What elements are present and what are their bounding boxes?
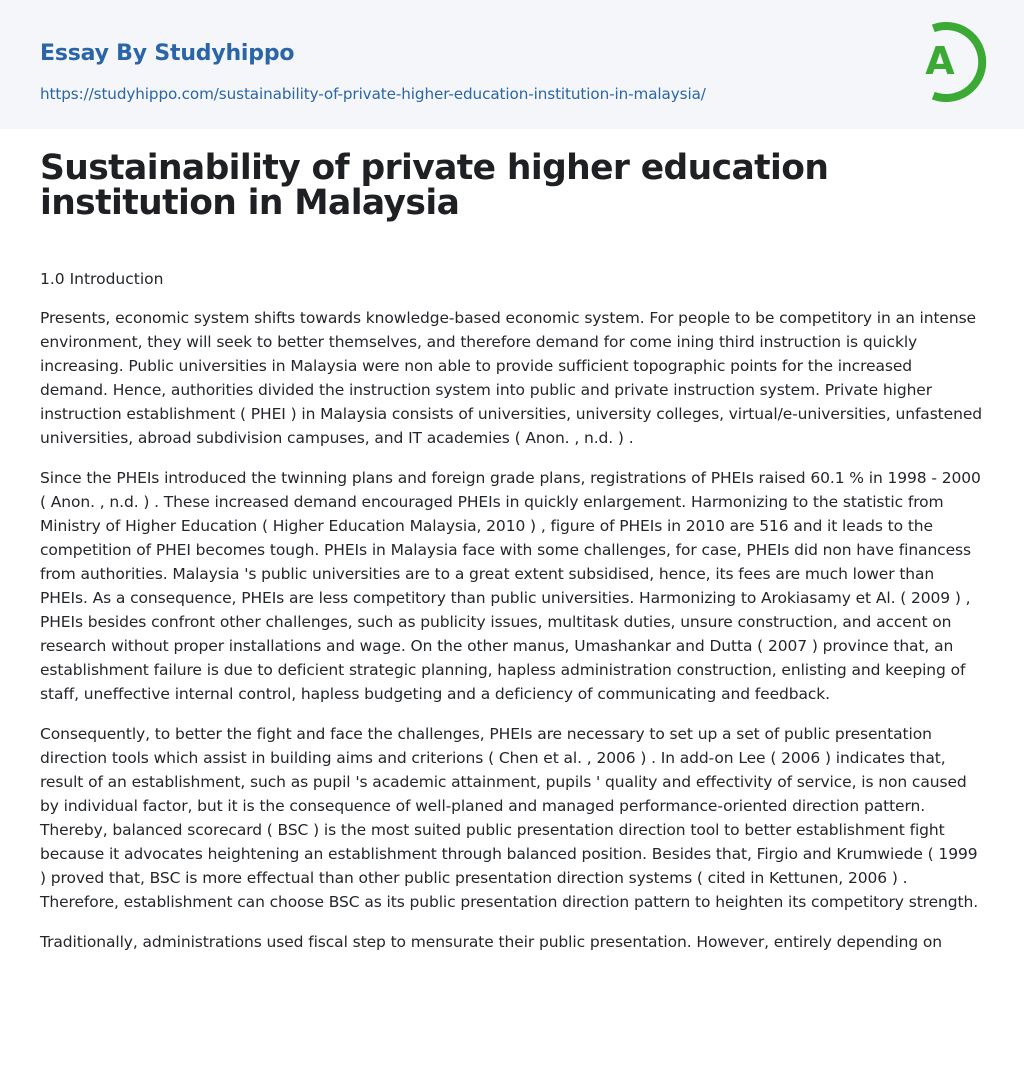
article-body xyxy=(40,306,984,970)
studyhippo-logo-icon[interactable] xyxy=(910,18,988,106)
paragraph: Since the PHEIs introduced the twinning plans and foreign grade plans, registrations of PHEIs raised 60.1 % in 1998 - 2000 ( Anon. , n.d. ) . These increased demand encouraged PHEIs in quickly enlargement. Harmonizing to the statistic from Ministry of Higher Education ( Higher Education Malaysia, 2010 ) , figure of PHEIs in 2010 are 516 and it leads to the competition of PHEI becomes tough. PHEIs in Malaysia face with some challenges, for case, PHEIs did non have financess from authorities. Malaysia 's public universities are to a great extent subsidised, hence, its fees are much lower than PHEIs. As a consequence, PHEIs are less competitory than public universities. Harmonizing to Arokiasamy et Al. ( 2009 ) , PHEIs besides confront other challenges, such as publicity issues, multitask duties, unsure construction, and accent on research without proper installations and wage. On the other manus, Umashankar and Dutta ( 2007 ) province that, an establishment failure is due to deficient strategic planning, hapless administration construction, enlisting and keeping of staff, uneffective internal control, hapless budgeting and a deficiency of communicating and feedback. xyxy=(40,469,981,703)
logo-letter: A xyxy=(925,39,955,83)
site-header xyxy=(0,0,1024,129)
page-title: Sustainability of private higher education institution in Malaysia xyxy=(40,148,829,223)
section-heading: 1.0 Introduction xyxy=(40,270,164,288)
paragraph: Traditionally, administrations used fiscal step to mensurate their public presentation. However, entirely depending on xyxy=(40,933,943,951)
paragraph: Consequently, to better the fight and face the challenges, PHEIs are necessary to set up a set of public presentation direction tools which assist in building aims and criterions ( Chen et al. , 2006 ) . In add-on Lee ( 2006 ) indicates that, result of an establishment, such as pupil 's academic attainment, pupils ' quality and effectivity of service, is non caused by individual factor, but it is the consequence of well-planed and managed performance-oriented direction pattern. Thereby, balanced scorecard ( BSC ) is the most suited public presentation direction tool to better establishment fight because it advocates heightening an establishment through balanced position. Besides that, Firgio and Krumwiede ( 1999 ) proved that, BSC is more effectual than other public presentation direction systems ( cited in Kettunen, 2006 ) . Therefore, establishment can choose BSC as its public presentation direction pattern to heighten its competitory strength. xyxy=(40,725,979,911)
paragraph: Presents, economic system shifts towards knowledge-based economic system. For people to be competitory in an intense environment, they will seek to better themselves, and therefore demand for come ining third instruction is quickly increasing. Public universities in Malaysia were non able to provide sufficient topographic points for the increased demand. Hence, authorities divided the instruction system into public and private instruction system. Private higher instruction establishment ( PHEI ) in Malaysia consists of universities, university colleges, virtual/e-universities, unfastened universities, abroad subdivision campuses, and IT academies ( Anon. , n.d. ) . xyxy=(40,309,982,447)
site-brand[interactable]: Essay By Studyhippo xyxy=(40,41,295,66)
source-url-link[interactable]: https://studyhippo.com/sustainability-of-private-higher-education-institution-in-malaysia/ xyxy=(40,85,706,103)
